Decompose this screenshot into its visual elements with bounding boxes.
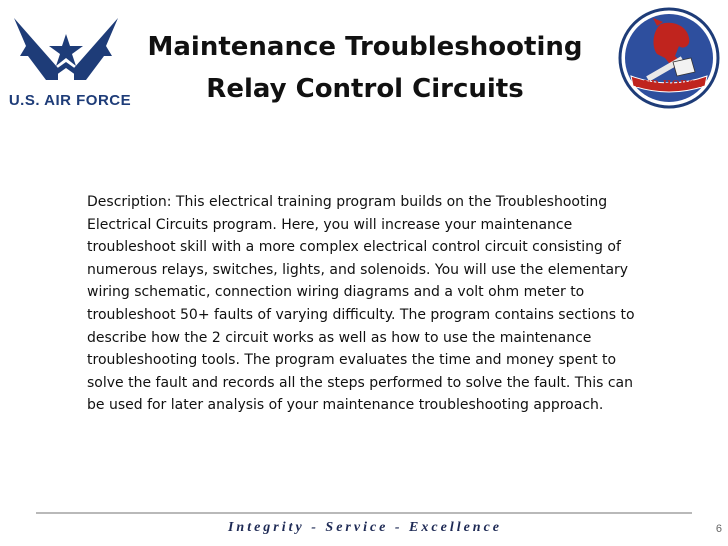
footer-motto: Integrity - Service - Excellence [227,520,503,535]
description-line: wiring schematic, connection wiring diagrams and a volt ohm meter to [87,284,585,301]
description-line: troubleshoot 50+ faults of varying difficulty. The program contains sections to [87,306,635,323]
description-text [87,191,667,417]
title-line-1: Maintenance Troubleshooting [147,32,583,62]
description-line: troubleshooting tools. The program evaluates the time and money spent to [87,352,617,369]
air-force-wordmark: U.S. AIR FORCE [8,92,132,109]
description-line: Description: This electrical training program builds on the Troubleshooting [87,194,608,210]
description-line: solve the fault and records all the steps performed to solve the fault. This can [87,374,633,391]
description-line: numerous relays, switches, lights, and solenoids. You will use the elementary [87,261,629,278]
title-line-2: Relay Control Circuits [206,74,524,104]
red-horse-emblem-icon [617,6,721,110]
description-line: Electrical Circuits program. Here, you will increase your maintenance [87,216,573,233]
description-line: be used for later analysis of your maintenance troubleshooting approach. [87,397,604,414]
page-number: 6 [715,523,722,535]
slide-title [120,26,610,110]
footer-divider [36,512,692,514]
description-line: describe how the 2 circuit works as well as how to use the maintenance [87,329,592,346]
emblem-banner-text: RED HORSE [635,80,703,90]
air-force-logo-icon [6,10,132,110]
description-line: troubleshoot skill with a more complex electrical control circuit consisting of [87,239,621,256]
